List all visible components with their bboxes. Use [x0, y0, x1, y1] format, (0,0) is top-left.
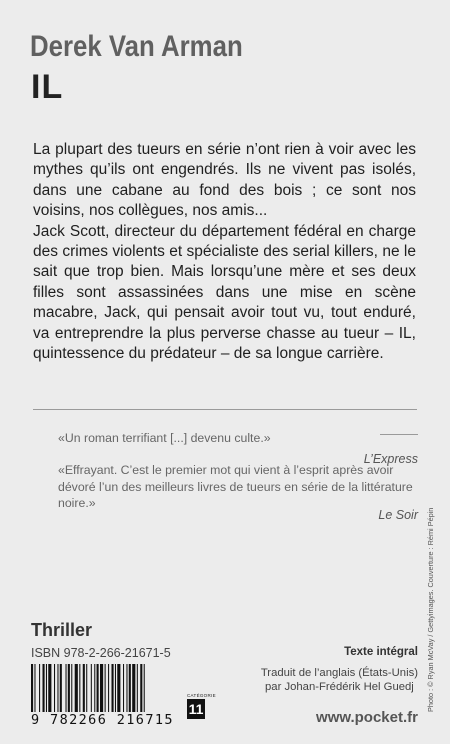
- press-quote-2: «Effrayant. C’est le premier mot qui vient à l’esprit après avoir dévoré l’un des meilleurs livres de tueurs en série de la littérature noire.»: [58, 463, 413, 510]
- category-number: 11: [188, 701, 204, 717]
- blurb: [33, 140, 416, 364]
- press-quote-2-source: Le Soir: [378, 508, 418, 522]
- blurb-paragraph-1: La plupart des tueurs en série n’ont rien à voir avec les mythes qu’ils ont engendrés. Ils ne vivent pas isolés, dans une cabane au fond des bois ; ce sont nos voisins, nos collègues, nos amis...: [33, 141, 416, 220]
- blurb-paragraph-2: Jack Scott, directeur du département fédéral en charge des crimes violents et spécialiste des serial killers, ne le sait que trop bien. Mais lorsqu’une mère et ses deux filles sont assassinées dans une mise en scène macabre, Jack, qui pensait avoir tout vu, tout enduré, va entreprendre la plus perverse chasse au tueur – IL, quintessence du prédateur – de sa longue carrière.: [33, 222, 416, 363]
- quote-rule: [380, 434, 418, 435]
- author-name: Derek Van Arman: [30, 30, 243, 63]
- texte-integral: Texte intégral: [344, 646, 418, 658]
- barcode-number: 9 782266 216715: [31, 712, 174, 728]
- isbn: ISBN 978-2-266-21671-5: [31, 646, 171, 660]
- press-quote-1-source: L’Express: [363, 452, 418, 466]
- book-title: IL: [31, 68, 64, 106]
- translation-credit: [261, 666, 418, 694]
- category-label: CATÉGORIE: [187, 693, 216, 698]
- divider: [33, 409, 417, 410]
- category-badge: [187, 693, 216, 729]
- photo-credit: Photo : © Ryan McVay / Gettyimages. Couverture : Rémi Pépin: [426, 507, 435, 712]
- genre-label: Thriller: [31, 620, 93, 640]
- website: www.pocket.fr: [316, 709, 418, 726]
- press-quote-1: «Un roman terrifiant [...] devenu culte.»: [58, 431, 271, 445]
- translation-line-1: Traduit de l’anglais (États-Unis): [260, 667, 418, 679]
- translation-line-2: par Johan-Frédérik Hel Guedj: [265, 681, 414, 693]
